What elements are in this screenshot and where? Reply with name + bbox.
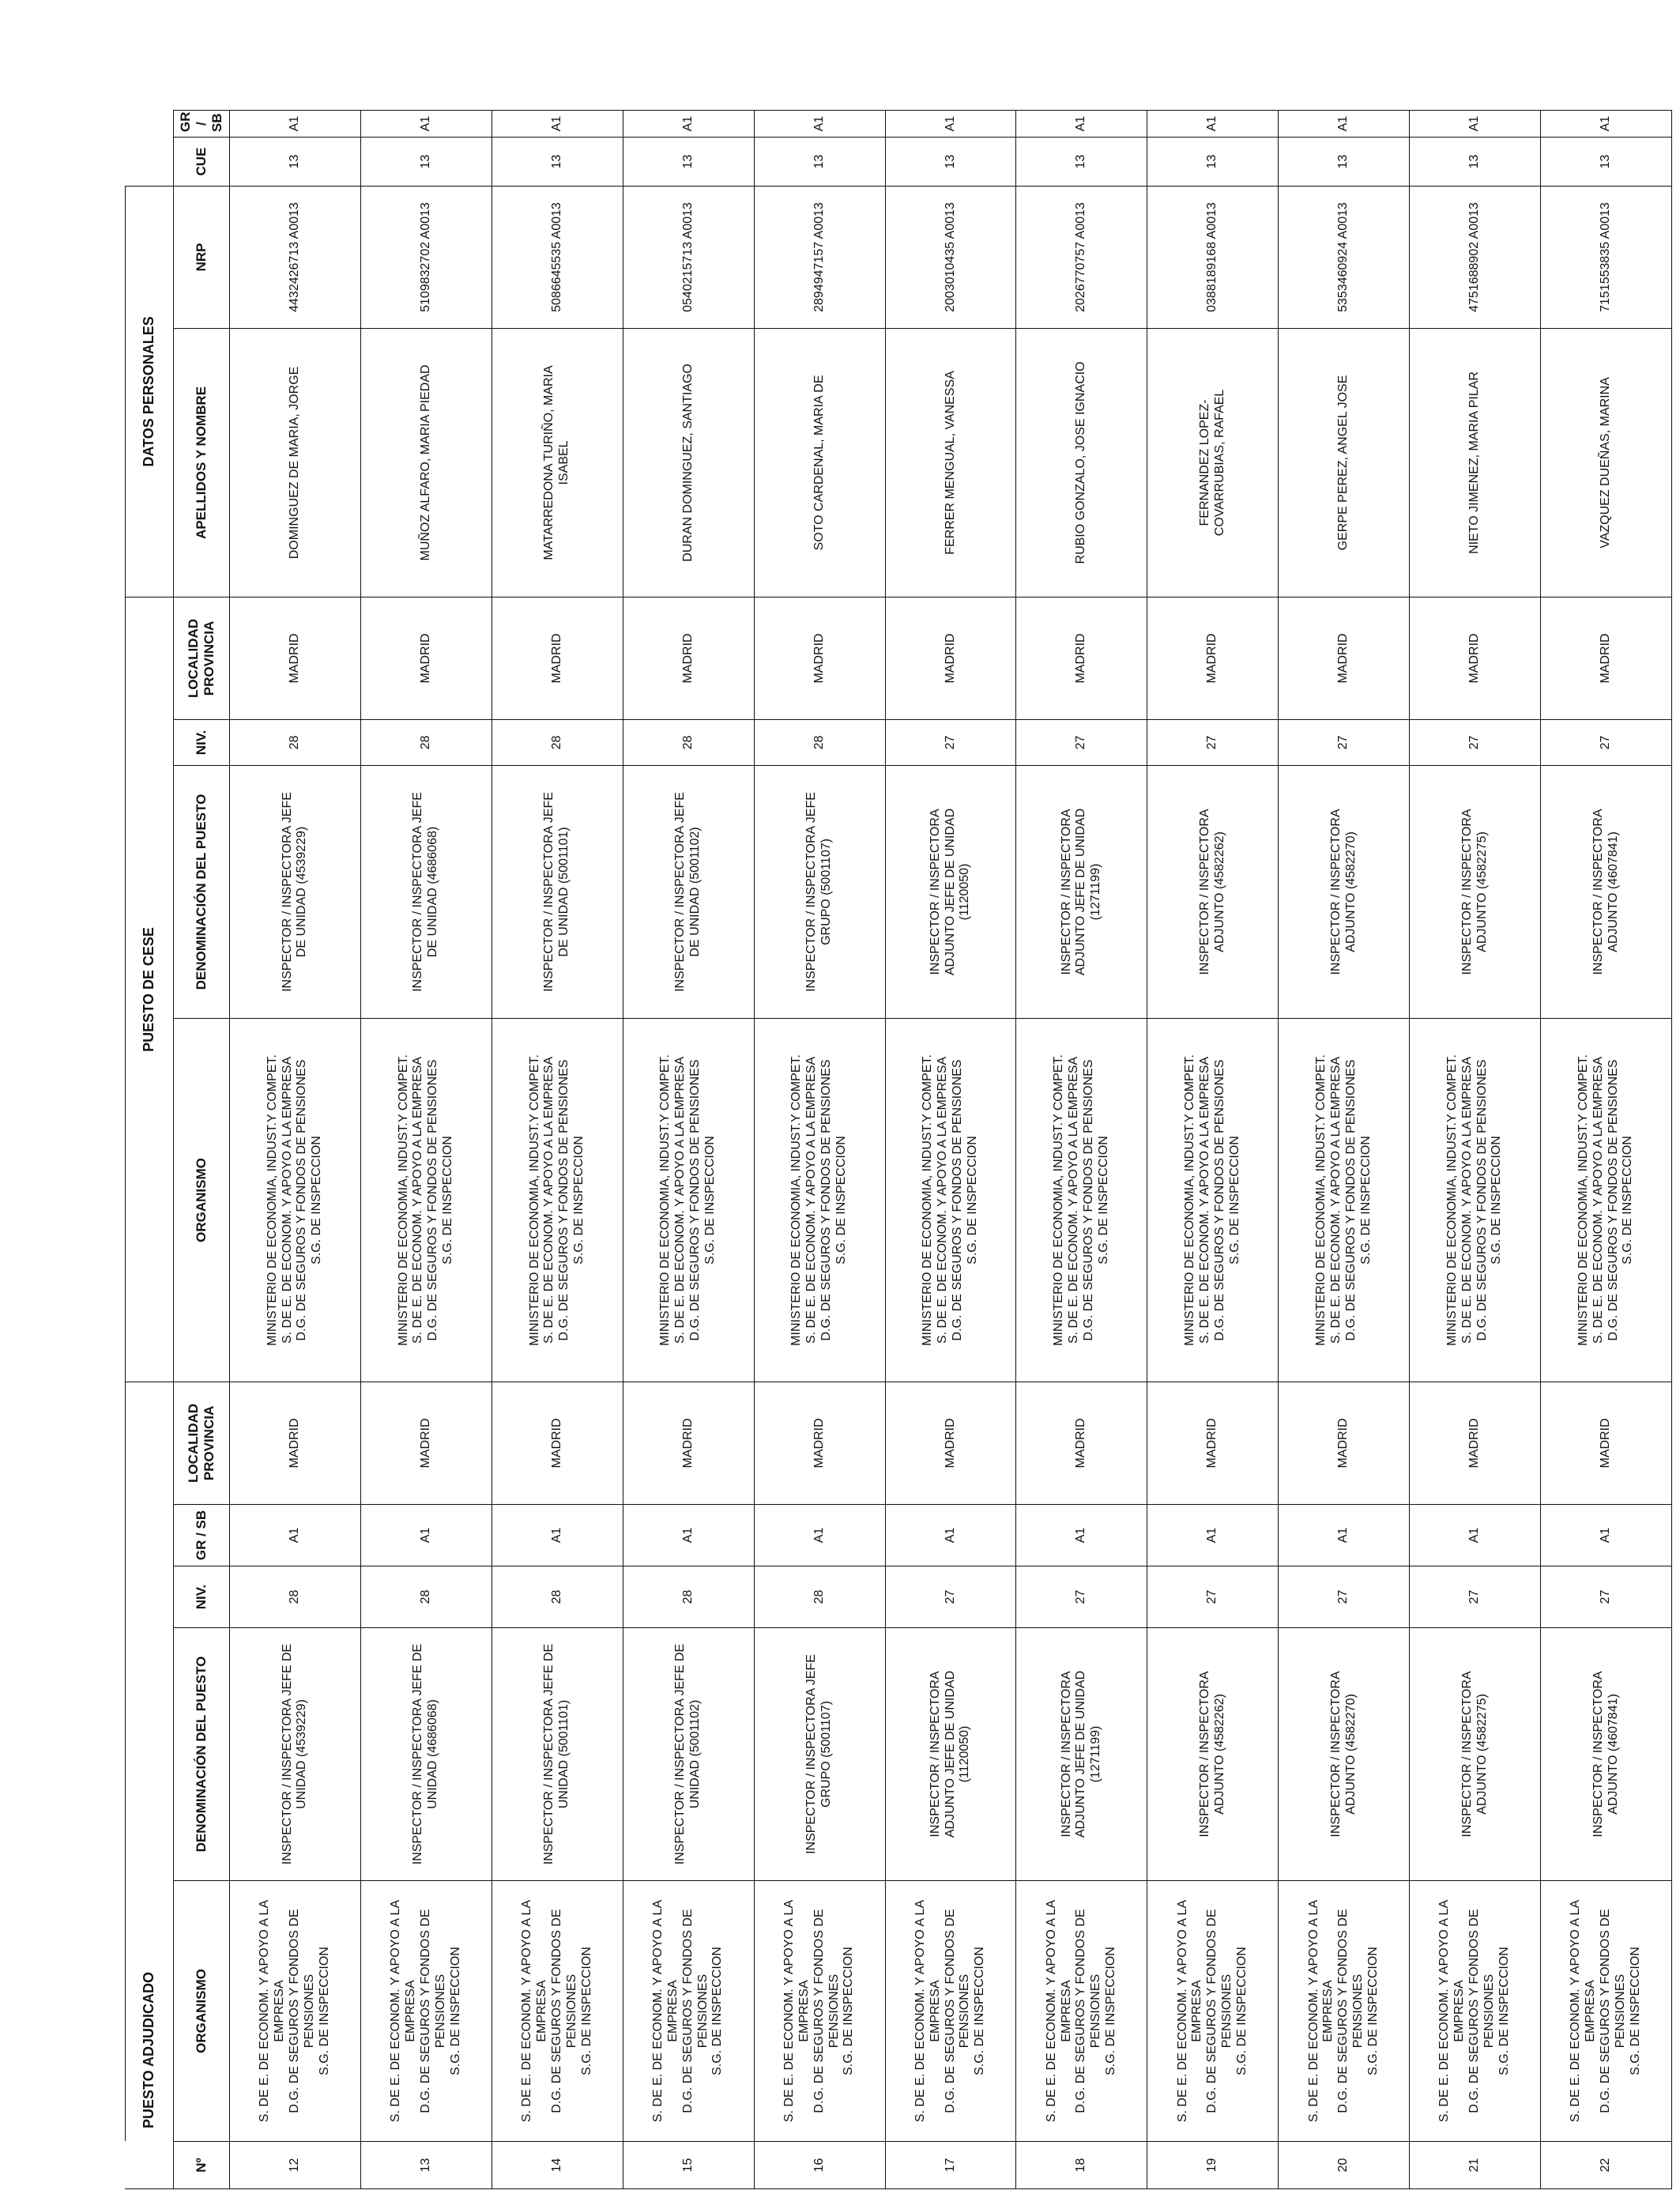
cese-organismo-cell: MINISTERIO DE ECONOMIA, INDUST.Y COMPET. S. DE E. DE ECONOM. Y APOYO A LA EMPRESA D.G. DE SEGUROS Y FONDOS DE PENSIONES S.G. DE INSPECCION — [885, 1018, 1016, 1382]
adjudicado-denominacion-cell: INSPECTOR / INSPECTORA JEFE DE UNIDAD (4539229) — [230, 1628, 361, 1881]
adjudicado-organismo-cell: S. DE E. DE ECONOM. Y APOYO A LA EMPRESA D.G. DE SEGUROS Y FONDOS DE PENSIONES S.G. DE INSPECCION — [230, 1881, 361, 2142]
nrp-cell: 7151553835 A0013 — [1541, 186, 1672, 328]
apellidos-nombre-cell: MATARREDONA TURIÑO, MARIA ISABEL — [492, 328, 623, 597]
personal-grsb-cell: A1 — [360, 110, 492, 137]
adjudicado-niv-cell: 28 — [230, 1566, 361, 1628]
nrp-cell: 0540215713 A0013 — [623, 186, 754, 328]
personal-grsb-cell: A1 — [492, 110, 623, 137]
cese-denominacion-cell: INSPECTOR / INSPECTORA ADJUNTO (4582270) — [1279, 765, 1410, 1018]
adjudicado-localidad-cell: MADRID — [230, 1382, 361, 1504]
cese-localidad-cell: MADRID — [1279, 597, 1410, 719]
cue-cell: 13 — [1541, 137, 1672, 186]
group-header-datos-personales: DATOS PERSONALES — [126, 186, 174, 597]
nrp-cell: 2026770757 A0013 — [1016, 186, 1147, 328]
col-header-cese-localidad: LOCALIDAD PROVINCIA — [174, 597, 230, 719]
adjudicado-denominacion-cell: INSPECTOR / INSPECTORA JEFE DE UNIDAD (5001102) — [623, 1628, 754, 1881]
adjudicado-niv-cell: 28 — [360, 1566, 492, 1628]
cue-cell: 13 — [1279, 137, 1410, 186]
personal-grsb-cell: A1 — [230, 110, 361, 137]
adjudicado-organismo-cell: S. DE E. DE ECONOM. Y APOYO A LA EMPRESA D.G. DE SEGUROS Y FONDOS DE PENSIONES S.G. DE INSPECCION — [754, 1881, 885, 2142]
nrp-cell: 2003010435 A0013 — [885, 186, 1016, 328]
adjudicado-niv-cell: 27 — [1016, 1566, 1147, 1628]
group-header-blank-right — [126, 110, 174, 186]
adjudicado-grsb-cell: A1 — [1016, 1505, 1147, 1566]
apellidos-nombre-cell: GERPE PEREZ, ANGEL JOSE — [1279, 328, 1410, 597]
adjudicado-organismo-cell: S. DE E. DE ECONOM. Y APOYO A LA EMPRESA D.G. DE SEGUROS Y FONDOS DE PENSIONES S.G. DE INSPECCION — [1410, 1881, 1541, 2142]
adjudicado-organismo-cell: S. DE E. DE ECONOM. Y APOYO A LA EMPRESA D.G. DE SEGUROS Y FONDOS DE PENSIONES S.G. DE INSPECCION — [1541, 1881, 1672, 2142]
adjudicado-localidad-cell: MADRID — [1541, 1382, 1672, 1504]
adjudicado-denominacion-cell: INSPECTOR / INSPECTORA JEFE DE UNIDAD (5001101) — [492, 1628, 623, 1881]
cese-niv-cell: 28 — [754, 719, 885, 765]
adjudicado-localidad-cell: MADRID — [1410, 1382, 1541, 1504]
personal-grsb-cell: A1 — [1541, 110, 1672, 137]
adjudicado-niv-cell: 27 — [1410, 1566, 1541, 1628]
cese-organismo-cell: MINISTERIO DE ECONOMIA, INDUST.Y COMPET. S. DE E. DE ECONOM. Y APOYO A LA EMPRESA D.G. DE SEGUROS Y FONDOS DE PENSIONES S.G. DE INSPECCION — [1410, 1018, 1541, 1382]
adjudicado-denominacion-cell: INSPECTOR / INSPECTORA ADJUNTO JEFE DE UNIDAD (1271199) — [1016, 1628, 1147, 1881]
row-number: 17 — [885, 2142, 1016, 2189]
cese-denominacion-cell: INSPECTOR / INSPECTORA JEFE DE UNIDAD (5001102) — [623, 765, 754, 1018]
apellidos-nombre-cell: NIETO JIMENEZ, MARIA PILAR — [1410, 328, 1541, 597]
adjudicado-localidad-cell: MADRID — [623, 1382, 754, 1504]
adjudicado-denominacion-cell: INSPECTOR / INSPECTORA ADJUNTO JEFE DE UNIDAD (1120050) — [885, 1628, 1016, 1881]
cese-denominacion-cell: INSPECTOR / INSPECTORA JEFE DE UNIDAD (5001101) — [492, 765, 623, 1018]
adjudicado-localidad-cell: MADRID — [885, 1382, 1016, 1504]
group-header-row — [126, 110, 174, 2188]
nrp-cell: 5109832702 A0013 — [360, 186, 492, 328]
table-row — [754, 110, 885, 2188]
col-header-cese-denominacion: DENOMINACIÓN DEL PUESTO — [174, 765, 230, 1018]
personal-grsb-cell: A1 — [754, 110, 885, 137]
cese-niv-cell: 27 — [1410, 719, 1541, 765]
cese-localidad-cell: MADRID — [623, 597, 754, 719]
table-row — [1279, 110, 1410, 2188]
apellidos-nombre-cell: VAZQUEZ DUEÑAS, MARINA — [1541, 328, 1672, 597]
adjudicado-grsb-cell: A1 — [1541, 1505, 1672, 1566]
cese-niv-cell: 28 — [623, 719, 754, 765]
col-header-adjudicado-niv: NIV. — [174, 1566, 230, 1628]
cue-cell: 13 — [1016, 137, 1147, 186]
adjudicado-niv-cell: 27 — [1279, 1566, 1410, 1628]
cese-localidad-cell: MADRID — [1541, 597, 1672, 719]
adjudicado-niv-cell: 27 — [1541, 1566, 1672, 1628]
col-header-cese-organismo: ORGANISMO — [174, 1018, 230, 1382]
cese-organismo-cell: MINISTERIO DE ECONOMIA, INDUST.Y COMPET. S. DE E. DE ECONOM. Y APOYO A LA EMPRESA D.G. DE SEGUROS Y FONDOS DE PENSIONES S.G. DE INSPECCION — [230, 1018, 361, 1382]
cese-niv-cell: 28 — [492, 719, 623, 765]
table-row — [230, 110, 361, 2188]
adjudication-table — [125, 110, 1672, 2189]
cese-denominacion-cell: INSPECTOR / INSPECTORA JEFE GRUPO (5001107) — [754, 765, 885, 1018]
adjudicado-denominacion-cell: INSPECTOR / INSPECTORA ADJUNTO (4582270) — [1279, 1628, 1410, 1881]
col-header-cue: CUE — [174, 137, 230, 186]
table-row — [1016, 110, 1147, 2188]
apellidos-nombre-cell: DOMINGUEZ DE MARIA, JORGE — [230, 328, 361, 597]
cese-denominacion-cell: INSPECTOR / INSPECTORA ADJUNTO JEFE DE UNIDAD (1271199) — [1016, 765, 1147, 1018]
nrp-cell: 4751688902 A0013 — [1410, 186, 1541, 328]
personal-grsb-cell: A1 — [885, 110, 1016, 137]
cese-organismo-cell: MINISTERIO DE ECONOMIA, INDUST.Y COMPET. S. DE E. DE ECONOM. Y APOYO A LA EMPRESA D.G. DE SEGUROS Y FONDOS DE PENSIONES S.G. DE INSPECCION — [1016, 1018, 1147, 1382]
cese-organismo-cell: MINISTERIO DE ECONOMIA, INDUST.Y COMPET. S. DE E. DE ECONOM. Y APOYO A LA EMPRESA D.G. DE SEGUROS Y FONDOS DE PENSIONES S.G. DE INSPECCION — [1541, 1018, 1672, 1382]
cese-organismo-cell: MINISTERIO DE ECONOMIA, INDUST.Y COMPET. S. DE E. DE ECONOM. Y APOYO A LA EMPRESA D.G. DE SEGUROS Y FONDOS DE PENSIONES S.G. DE INSPECCION — [1147, 1018, 1279, 1382]
adjudicado-organismo-cell: S. DE E. DE ECONOM. Y APOYO A LA EMPRESA D.G. DE SEGUROS Y FONDOS DE PENSIONES S.G. DE INSPECCION — [492, 1881, 623, 2142]
apellidos-nombre-cell: FERRER MENGUAL, VANESSA — [885, 328, 1016, 597]
adjudicado-organismo-cell: S. DE E. DE ECONOM. Y APOYO A LA EMPRESA D.G. DE SEGUROS Y FONDOS DE PENSIONES S.G. DE INSPECCION — [623, 1881, 754, 2142]
cese-denominacion-cell: INSPECTOR / INSPECTORA ADJUNTO (4582262) — [1147, 765, 1279, 1018]
group-header-puesto-de-cese: PUESTO DE CESE — [126, 597, 174, 1382]
col-header-no: Nº — [174, 2142, 230, 2189]
apellidos-nombre-cell: DURAN DOMINGUEZ, SANTIAGO — [623, 328, 754, 597]
row-number: 15 — [623, 2142, 754, 2189]
adjudicado-localidad-cell: MADRID — [1016, 1382, 1147, 1504]
adjudicado-grsb-cell: A1 — [230, 1505, 361, 1566]
table-body — [230, 110, 1672, 2188]
cese-niv-cell: 27 — [885, 719, 1016, 765]
nrp-cell: 2894947157 A0013 — [754, 186, 885, 328]
apellidos-nombre-cell: RUBIO GONZALO, JOSE IGNACIO — [1016, 328, 1147, 597]
adjudicado-grsb-cell: A1 — [623, 1505, 754, 1566]
cese-localidad-cell: MADRID — [1147, 597, 1279, 719]
cese-localidad-cell: MADRID — [230, 597, 361, 719]
adjudicado-localidad-cell: MADRID — [492, 1382, 623, 1504]
cese-niv-cell: 28 — [360, 719, 492, 765]
cese-niv-cell: 27 — [1279, 719, 1410, 765]
personal-grsb-cell: A1 — [1279, 110, 1410, 137]
cese-niv-cell: 27 — [1541, 719, 1672, 765]
nrp-cell: 5086645535 A0013 — [492, 186, 623, 328]
cese-localidad-cell: MADRID — [492, 597, 623, 719]
col-header-apellidos-nombre: APELLIDOS Y NOMBRE — [174, 328, 230, 597]
adjudicado-niv-cell: 28 — [623, 1566, 754, 1628]
adjudicado-niv-cell: 27 — [885, 1566, 1016, 1628]
cese-denominacion-cell: INSPECTOR / INSPECTORA JEFE DE UNIDAD (4686068) — [360, 765, 492, 1018]
adjudicado-grsb-cell: A1 — [492, 1505, 623, 1566]
cese-localidad-cell: MADRID — [1410, 597, 1541, 719]
cese-organismo-cell: MINISTERIO DE ECONOMIA, INDUST.Y COMPET. S. DE E. DE ECONOM. Y APOYO A LA EMPRESA D.G. DE SEGUROS Y FONDOS DE PENSIONES S.G. DE INSPECCION — [623, 1018, 754, 1382]
table-row — [1541, 110, 1672, 2188]
row-number: 22 — [1541, 2142, 1672, 2189]
col-header-adjudicado-denominacion: DENOMINACIÓN DEL PUESTO — [174, 1628, 230, 1881]
rotated-table-container — [125, 111, 1672, 2189]
col-header-adjudicado-grsb: GR / SB — [174, 1505, 230, 1566]
cese-organismo-cell: MINISTERIO DE ECONOMIA, INDUST.Y COMPET. S. DE E. DE ECONOM. Y APOYO A LA EMPRESA D.G. DE SEGUROS Y FONDOS DE PENSIONES S.G. DE INSPECCION — [754, 1018, 885, 1382]
nrp-cell: 0388189168 A0013 — [1147, 186, 1279, 328]
cese-denominacion-cell: INSPECTOR / INSPECTORA ADJUNTO (4582275) — [1410, 765, 1541, 1018]
adjudicado-niv-cell: 27 — [1147, 1566, 1279, 1628]
cese-denominacion-cell: INSPECTOR / INSPECTORA JEFE DE UNIDAD (4539229) — [230, 765, 361, 1018]
adjudicado-grsb-cell: A1 — [1410, 1505, 1541, 1566]
col-header-adjudicado-organismo: ORGANISMO — [174, 1881, 230, 2142]
cue-cell: 13 — [492, 137, 623, 186]
cue-cell: 13 — [230, 137, 361, 186]
cese-niv-cell: 28 — [230, 719, 361, 765]
apellidos-nombre-cell: FERNANDEZ LOPEZ- COVARRUBIAS, RAFAEL — [1147, 328, 1279, 597]
adjudicado-denominacion-cell: INSPECTOR / INSPECTORA JEFE DE UNIDAD (4686068) — [360, 1628, 492, 1881]
group-header-blank — [126, 2142, 174, 2189]
group-header-puesto-adjudicado: PUESTO ADJUDICADO — [126, 1382, 174, 2141]
cese-localidad-cell: MADRID — [1016, 597, 1147, 719]
col-header-personal-grsb: GR / SB — [174, 110, 230, 137]
nrp-cell: 4432426713 A0013 — [230, 186, 361, 328]
cese-localidad-cell: MADRID — [885, 597, 1016, 719]
cue-cell: 13 — [1410, 137, 1541, 186]
personal-grsb-cell: A1 — [1410, 110, 1541, 137]
adjudicado-localidad-cell: MADRID — [1147, 1382, 1279, 1504]
cue-cell: 13 — [623, 137, 754, 186]
adjudicado-organismo-cell: S. DE E. DE ECONOM. Y APOYO A LA EMPRESA D.G. DE SEGUROS Y FONDOS DE PENSIONES S.G. DE INSPECCION — [1147, 1881, 1279, 2142]
col-header-adjudicado-localidad: LOCALIDAD PROVINCIA — [174, 1382, 230, 1504]
column-header-row — [174, 110, 230, 2188]
cese-niv-cell: 27 — [1147, 719, 1279, 765]
table-row — [885, 110, 1016, 2188]
apellidos-nombre-cell: SOTO CARDENAL, MARIA DE — [754, 328, 885, 597]
row-number: 14 — [492, 2142, 623, 2189]
adjudicado-denominacion-cell: INSPECTOR / INSPECTORA ADJUNTO (4582275) — [1410, 1628, 1541, 1881]
adjudicado-denominacion-cell: INSPECTOR / INSPECTORA ADJUNTO (4607841) — [1541, 1628, 1672, 1881]
table-row — [1410, 110, 1541, 2188]
adjudicado-niv-cell: 28 — [492, 1566, 623, 1628]
adjudicado-localidad-cell: MADRID — [754, 1382, 885, 1504]
adjudicado-grsb-cell: A1 — [1147, 1505, 1279, 1566]
apellidos-nombre-cell: MUÑOZ ALFARO, MARIA PIEDAD — [360, 328, 492, 597]
adjudicado-organismo-cell: S. DE E. DE ECONOM. Y APOYO A LA EMPRESA D.G. DE SEGUROS Y FONDOS DE PENSIONES S.G. DE INSPECCION — [885, 1881, 1016, 2142]
cese-organismo-cell: MINISTERIO DE ECONOMIA, INDUST.Y COMPET. S. DE E. DE ECONOM. Y APOYO A LA EMPRESA D.G. DE SEGUROS Y FONDOS DE PENSIONES S.G. DE INSPECCION — [1279, 1018, 1410, 1382]
cese-localidad-cell: MADRID — [360, 597, 492, 719]
table-row — [1147, 110, 1279, 2188]
adjudicado-grsb-cell: A1 — [885, 1505, 1016, 1566]
row-number: 19 — [1147, 2142, 1279, 2189]
row-number: 21 — [1410, 2142, 1541, 2189]
adjudicado-niv-cell: 28 — [754, 1566, 885, 1628]
row-number: 12 — [230, 2142, 361, 2189]
col-header-nrp: NRP — [174, 186, 230, 328]
table-row — [360, 110, 492, 2188]
adjudicado-grsb-cell: A1 — [754, 1505, 885, 1566]
adjudicado-localidad-cell: MADRID — [1279, 1382, 1410, 1504]
row-number: 18 — [1016, 2142, 1147, 2189]
table-row — [492, 110, 623, 2188]
cese-localidad-cell: MADRID — [754, 597, 885, 719]
cue-cell: 13 — [885, 137, 1016, 186]
adjudicado-organismo-cell: S. DE E. DE ECONOM. Y APOYO A LA EMPRESA D.G. DE SEGUROS Y FONDOS DE PENSIONES S.G. DE INSPECCION — [1016, 1881, 1147, 2142]
nrp-cell: 5353460924 A0013 — [1279, 186, 1410, 328]
adjudicado-denominacion-cell: INSPECTOR / INSPECTORA ADJUNTO (4582262) — [1147, 1628, 1279, 1881]
adjudicado-localidad-cell: MADRID — [360, 1382, 492, 1504]
cese-organismo-cell: MINISTERIO DE ECONOMIA, INDUST.Y COMPET. S. DE E. DE ECONOM. Y APOYO A LA EMPRESA D.G. DE SEGUROS Y FONDOS DE PENSIONES S.G. DE INSPECCION — [360, 1018, 492, 1382]
personal-grsb-cell: A1 — [623, 110, 754, 137]
adjudicado-organismo-cell: S. DE E. DE ECONOM. Y APOYO A LA EMPRESA D.G. DE SEGUROS Y FONDOS DE PENSIONES S.G. DE INSPECCION — [1279, 1881, 1410, 2142]
cese-organismo-cell: MINISTERIO DE ECONOMIA, INDUST.Y COMPET. S. DE E. DE ECONOM. Y APOYO A LA EMPRESA D.G. DE SEGUROS Y FONDOS DE PENSIONES S.G. DE INSPECCION — [492, 1018, 623, 1382]
row-number: 16 — [754, 2142, 885, 2189]
row-number: 13 — [360, 2142, 492, 2189]
adjudicado-organismo-cell: S. DE E. DE ECONOM. Y APOYO A LA EMPRESA D.G. DE SEGUROS Y FONDOS DE PENSIONES S.G. DE INSPECCION — [360, 1881, 492, 2142]
cese-niv-cell: 27 — [1016, 719, 1147, 765]
col-header-cese-niv: NIV. — [174, 719, 230, 765]
adjudicado-grsb-cell: A1 — [360, 1505, 492, 1566]
cue-cell: 13 — [1147, 137, 1279, 186]
row-number: 20 — [1279, 2142, 1410, 2189]
adjudicado-grsb-cell: A1 — [1279, 1505, 1410, 1566]
cese-denominacion-cell: INSPECTOR / INSPECTORA ADJUNTO JEFE DE UNIDAD (1120050) — [885, 765, 1016, 1018]
adjudicado-denominacion-cell: INSPECTOR / INSPECTORA JEFE GRUPO (5001107) — [754, 1628, 885, 1881]
table-row — [623, 110, 754, 2188]
personal-grsb-cell: A1 — [1016, 110, 1147, 137]
cese-denominacion-cell: INSPECTOR / INSPECTORA ADJUNTO (4607841) — [1541, 765, 1672, 1018]
personal-grsb-cell: A1 — [1147, 110, 1279, 137]
cue-cell: 13 — [360, 137, 492, 186]
cue-cell: 13 — [754, 137, 885, 186]
